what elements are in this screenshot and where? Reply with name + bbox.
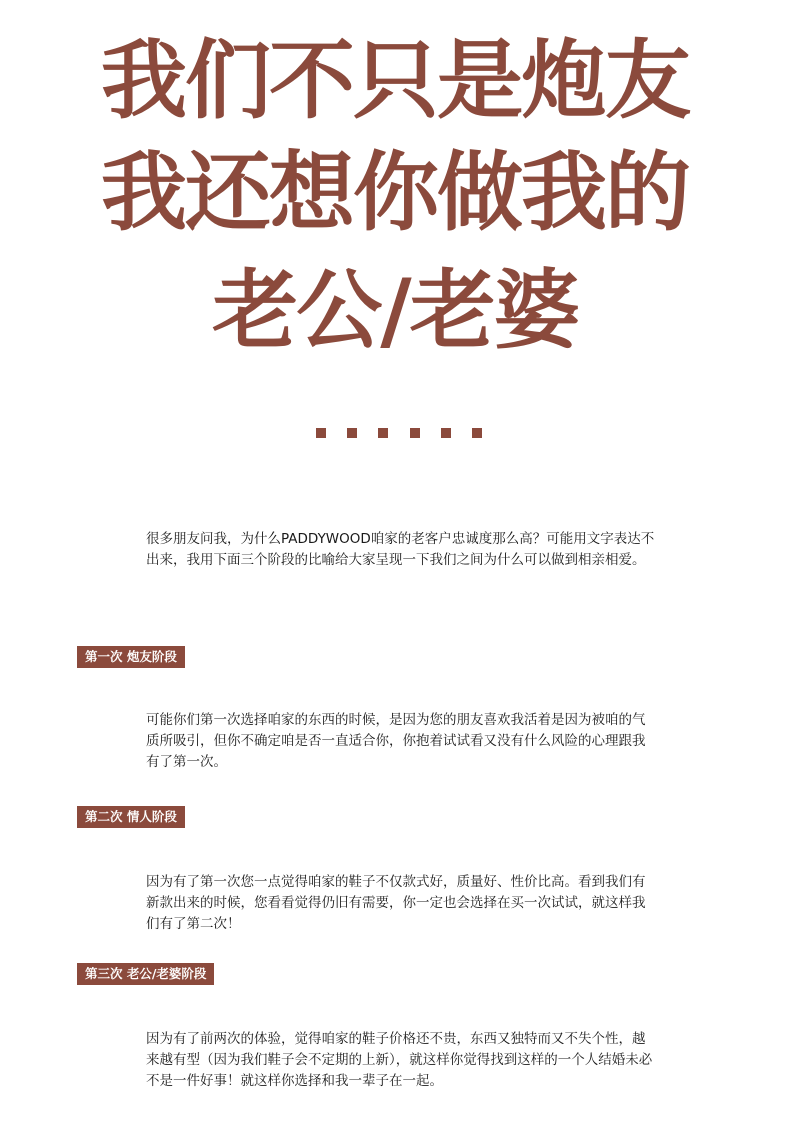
stage-tag-first: 第一次 炮友阶段 bbox=[77, 646, 185, 668]
dot-4 bbox=[410, 428, 420, 438]
stage-paragraph-third: 因为有了前两次的体验，觉得咱家的鞋子价格还不贵，东西又独特而又不失个性，越来越有型（因为我们鞋子会不定期的上新），就这样你觉得找到这样的一个人结婚未必不是一件好事！就这样你选择和我一辈子在一起。 bbox=[146, 1030, 653, 1089]
ellipsis-dots bbox=[316, 428, 482, 438]
stage-paragraph-first: 可能你们第一次选择咱家的东西的时候，是因为您的朋友喜欢我活着是因为被咱的气质所吸引，但你不确定咱是否一直适合你，你抱着试试看又没有什么风险的心理跟我有了第一次。 bbox=[146, 711, 646, 770]
stage-tag-second: 第二次 情人阶段 bbox=[77, 806, 185, 828]
stage-paragraph-second: 因为有了第一次您一点觉得咱家的鞋子不仅款式好，质量好、性价比高。看到我们有新款出来的时候，您看看觉得仍旧有需要，你一定也会选择在买一次试试，就这样我们有了第二次！ bbox=[146, 873, 646, 932]
headline-line-2: 我还想你做我的 bbox=[101, 143, 689, 243]
dot-5 bbox=[441, 428, 451, 438]
intro-paragraph: 很多朋友问我，为什么PADDYWOOD咱家的老客户忠诚度那么高？可能用文字表达不出来，我用下面三个阶段的比喻给大家呈现一下我们之间为什么可以做到相亲相爱。 bbox=[146, 530, 655, 568]
dot-3 bbox=[378, 428, 388, 438]
stage-tag-third: 第三次 老公/老婆阶段 bbox=[77, 963, 214, 985]
dot-6 bbox=[472, 428, 482, 438]
dot-1 bbox=[316, 428, 326, 438]
dot-2 bbox=[347, 428, 357, 438]
headline-line-1: 我们不只是炮友 bbox=[101, 31, 689, 131]
headline-line-3: 老公/老婆 bbox=[212, 261, 578, 361]
